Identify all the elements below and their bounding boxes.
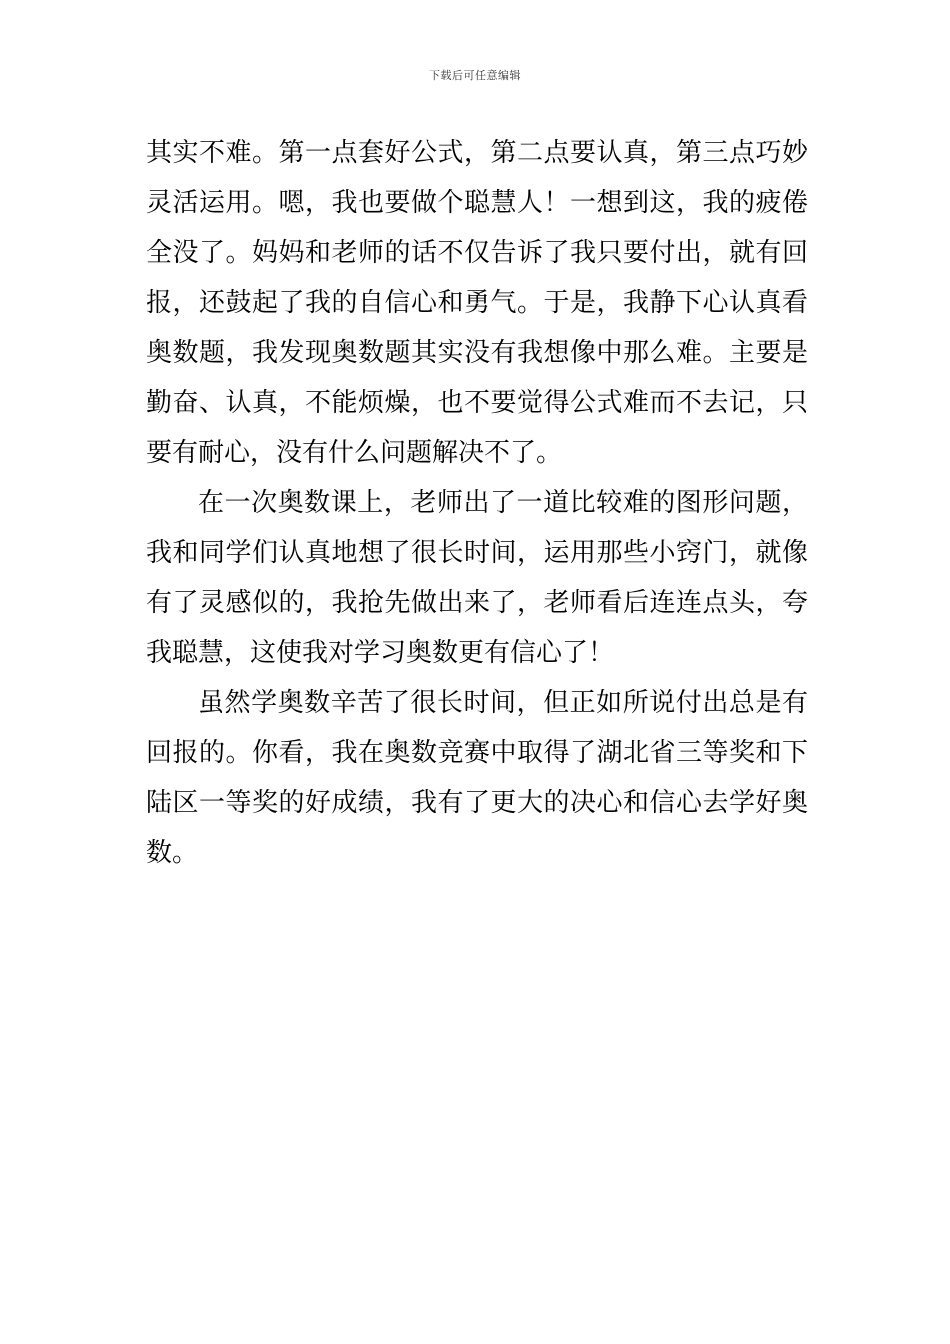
paragraph-2-line-4: 我聪慧，这使我对学习奥数更有信心了！ [146,638,615,668]
paragraph-1-line-7: 要有耐心，没有什么问题解决不了。 [146,438,563,468]
paragraph-3-line-3: 陆区一等奖的好成绩，我有了更大的决心和信心去学好奥 [146,788,808,818]
paragraph-2-line-3: 有了灵感似的，我抢先做出来了，老师看后连连点头，夸 [146,588,808,618]
page-header: 下载后可任意编辑 [429,69,521,82]
paragraph-1-line-6: 勤奋、认真，不能烦燥，也不要觉得公式难而不去记，只 [146,388,808,418]
paragraph-3-line-4: 数。 [146,838,199,868]
document-body [146,128,808,878]
paragraph-1-line-4: 报，还鼓起了我的自信心和勇气。于是，我静下心认真看 [146,288,808,318]
paragraph-1-line-5: 奥数题，我发现奥数题其实没有我想像中那么难。主要是 [146,338,808,368]
paragraph-2-line-2: 我和同学们认真地想了很长时间，运用那些小窍门，就像 [146,538,808,568]
paragraph-2-line-1: 在一次奥数课上，老师出了一道比较难的图形问题， [198,488,808,518]
paragraph-3-line-1: 虽然学奥数辛苦了很长时间，但正如所说付出总是有 [198,688,808,718]
paragraph-3-line-2: 回报的。你看，我在奥数竞赛中取得了湖北省三等奖和下 [146,738,808,768]
paragraph-1-line-3: 全没了。妈妈和老师的话不仅告诉了我只要付出，就有回 [146,238,808,268]
paragraph-1-line-2: 灵活运用。嗯，我也要做个聪慧人！一想到这，我的疲倦 [146,188,808,218]
paragraph-1-line-1: 其实不难。第一点套好公式，第二点要认真，第三点巧妙 [146,138,808,168]
